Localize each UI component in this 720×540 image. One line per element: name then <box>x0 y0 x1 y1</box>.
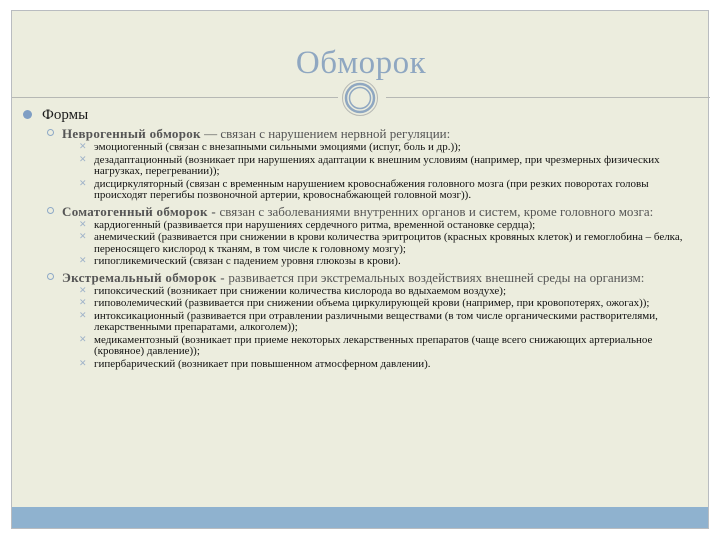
list-item-text: дисциркуляторный (связан с временным нарушением кровоснабжения головного мозга (при резких поворотах головы происходят перегибы позвоночной артерии, кровоснабжающей головной мозг)). <box>94 177 649 201</box>
section-item <box>12 271 710 285</box>
list-item <box>12 311 710 334</box>
slide-content <box>12 107 710 373</box>
x-mark-bullet-icon: ✕ <box>79 142 87 152</box>
list-item <box>12 179 710 202</box>
x-mark-bullet-icon: ✕ <box>79 154 87 165</box>
list-item-text: гиповолемический (развивается при снижении объема циркулирующей крови (например, при кровопотерях, ожогах)); <box>94 297 650 309</box>
list-item <box>12 155 710 178</box>
section-definition: развивается при экстремальных воздействиях внешней среды на организм: <box>228 269 645 285</box>
list-item-text: эмоциогенный (связан с внезапными сильными эмоциями (испуг, боль и др.)); <box>94 141 461 153</box>
section-term: Соматогенный обморок - <box>62 203 220 219</box>
x-mark-bullet-icon: ✕ <box>79 219 87 230</box>
list-item <box>12 142 710 154</box>
sections-list <box>12 127 710 370</box>
list-item <box>12 220 710 232</box>
x-mark-bullet-icon: ✕ <box>79 310 87 321</box>
section-definition: связан с заболеваниями внутренних органов и систем, кроме головного мозга: <box>219 203 654 219</box>
title-rule-left <box>12 97 338 98</box>
section-term: Неврогенный обморок <box>62 126 201 141</box>
x-mark-bullet-icon: ✕ <box>79 178 87 189</box>
list-item <box>12 256 710 268</box>
x-mark-bullet-icon: ✕ <box>79 358 87 369</box>
filled-circle-bullet-icon <box>23 110 32 119</box>
x-mark-bullet-icon: ✕ <box>79 256 87 266</box>
list-item <box>12 335 710 358</box>
hollow-circle-bullet-icon <box>47 129 54 136</box>
list-item-text: анемический (развивается при снижении в крови количества эритроцитов (красных кровяных клеток) и гемоглобина – белка, переносящего кислород к тканям, в том числе к головному мозгу); <box>94 231 683 255</box>
subtype-list <box>12 142 710 202</box>
slide <box>11 10 709 529</box>
section-item <box>12 127 710 141</box>
list-item-text: кардиогенный (развивается при нарушениях сердечного ритма, временной остановке сердца); <box>94 218 536 231</box>
list-item-text: гипогликемический (связан с падением уровня глюкозы в крови). <box>94 255 401 267</box>
list-item <box>12 286 710 298</box>
x-mark-bullet-icon: ✕ <box>79 232 87 242</box>
section-item <box>12 205 710 219</box>
x-mark-bullet-icon: ✕ <box>79 298 87 308</box>
subtype-list <box>12 220 710 268</box>
list-item-text: дезадаптационный (возникает при нарушениях адаптации к внешним условиям (например, при чрезмерных физических нагрузках, перегревании)); <box>94 153 660 177</box>
hollow-circle-bullet-icon <box>47 207 54 214</box>
list-item <box>12 298 710 310</box>
heading-forms <box>12 107 710 124</box>
list-item-text: гипоксический (возникает при снижении количества кислорода во вдыхаемом воздухе); <box>94 284 507 297</box>
list-item <box>12 232 710 255</box>
section-definition: — связан с нарушением нервной регуляции: <box>200 126 451 141</box>
x-mark-bullet-icon: ✕ <box>79 285 87 296</box>
title-rule-right <box>386 97 710 98</box>
heading-text: Формы <box>42 107 89 123</box>
section-term: Экстремальный обморок - <box>62 269 229 285</box>
list-item-text: гипербарический (возникает при повышенном атмосферном давлении). <box>94 357 431 370</box>
hollow-circle-bullet-icon <box>47 273 54 280</box>
x-mark-bullet-icon: ✕ <box>79 334 87 345</box>
subtype-list <box>12 286 710 371</box>
list-item-text: медикаментозный (возникает при приеме некоторых лекарственных препаратов (чаще всего снижающих артериальное (кровяное) давление)); <box>94 333 653 357</box>
bottom-accent-bar <box>12 507 708 528</box>
list-item-text: интоксикационный (развивается при отравлении различными веществами (в том числе органическими растворителями, лекарственными препаратами, алкоголем)); <box>94 309 658 333</box>
slide-title: Обморок <box>295 45 427 81</box>
list-item <box>12 359 710 371</box>
